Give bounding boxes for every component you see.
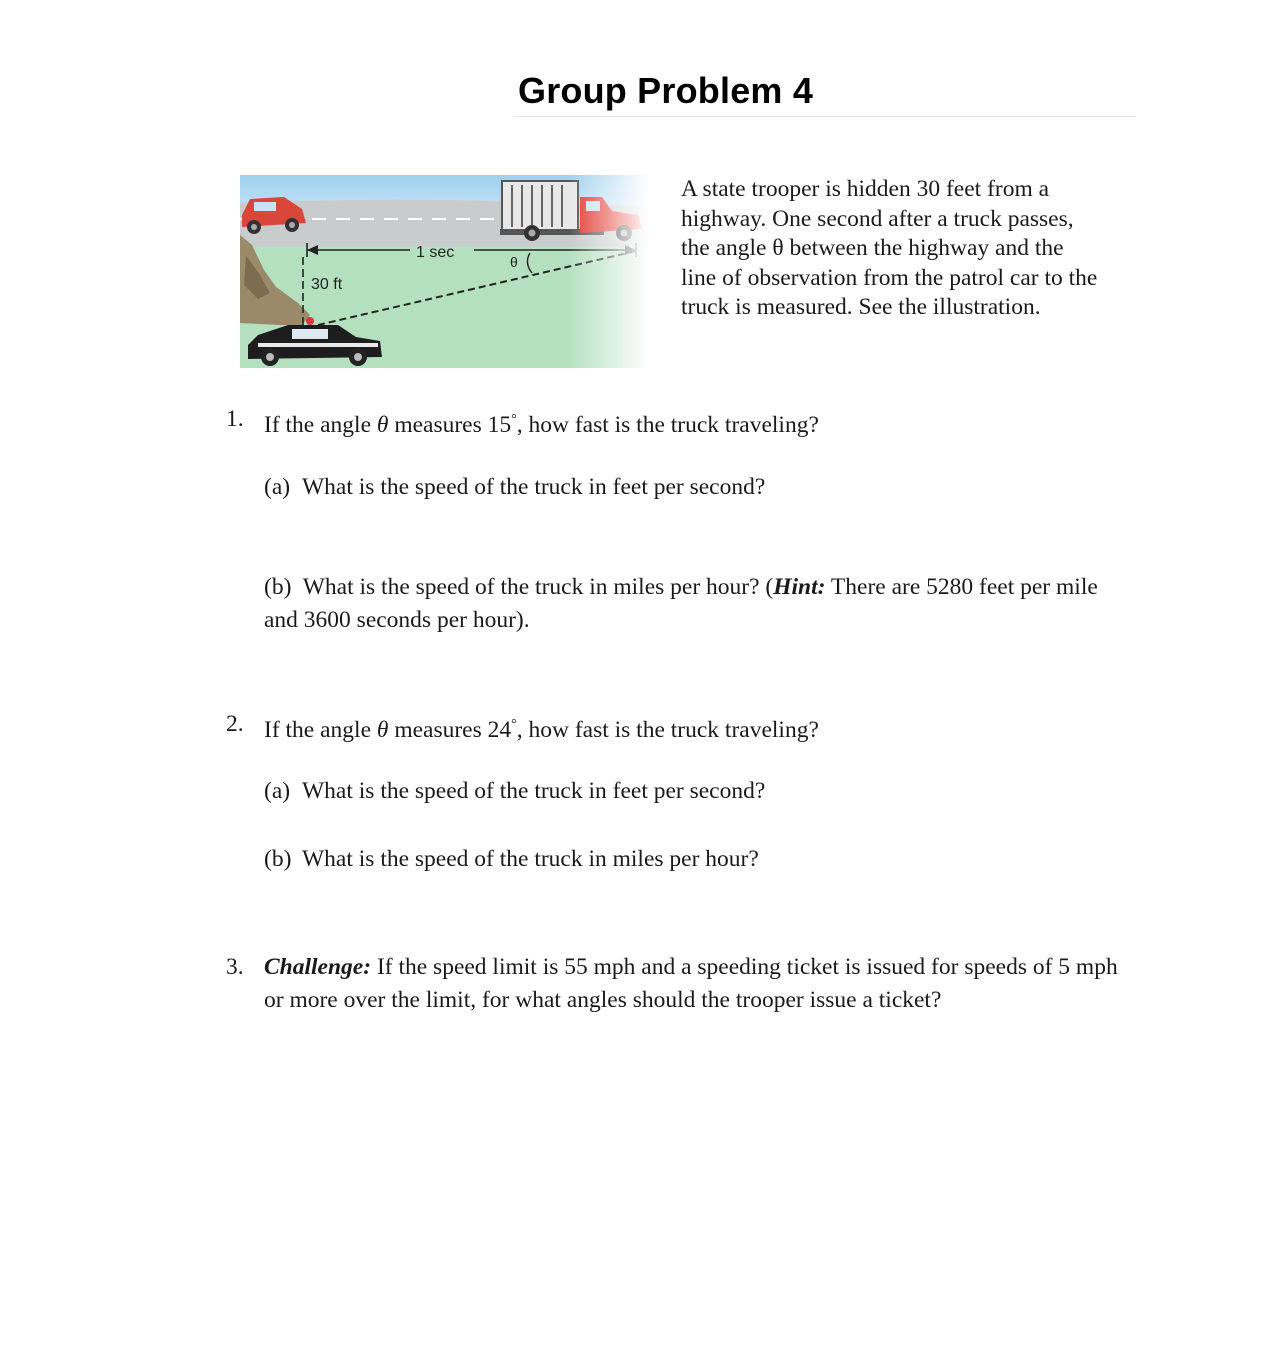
angle-value: 24: [487, 716, 512, 743]
question-text: If the angle θ measures 15°, how fast is the truck traveling?: [264, 411, 819, 438]
question-text: Challenge: If the speed limit is 55 mph and a speeding ticket is issued for speeds of 5 mph or more over the limit, for what angles should the trooper issue a ticket?: [264, 954, 1118, 1013]
angle-value: 15: [487, 411, 512, 438]
problem-intro: A state trooper is hidden 30 feet from a highway. One second after a truck passes, the angle θ between the highway and the line of observation from the patrol car to the truck is measured. See the illustration.: [681, 176, 1098, 320]
hint-label: Hint:: [773, 574, 826, 600]
trooper-illustration: [240, 175, 650, 368]
question-number: 3.: [226, 954, 244, 980]
question-number: 1.: [226, 406, 244, 432]
page-title: Group Problem 4: [518, 70, 814, 111]
question-text: If the angle θ measures 24°, how fast is the truck traveling?: [264, 716, 819, 743]
challenge-label: Challenge:: [264, 954, 372, 980]
question-number: 2.: [226, 711, 244, 737]
title-divider: [514, 116, 1136, 117]
